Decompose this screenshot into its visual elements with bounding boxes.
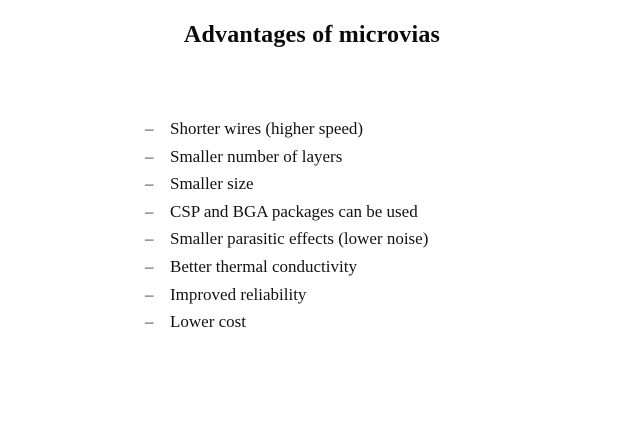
list-item-text: Lower cost (170, 312, 247, 332)
list-item-text: Smaller number of layers (170, 146, 343, 166)
dash-bullet-icon: – (145, 256, 154, 276)
dash-bullet-icon: – (145, 174, 154, 194)
dash-bullet-icon: – (145, 312, 154, 332)
list-item-text: Smaller parasitic effects (lower noise) (170, 229, 429, 249)
list-item (145, 229, 585, 257)
list-item-text: Smaller size (170, 174, 254, 194)
list-item (145, 257, 585, 285)
list-item (145, 202, 585, 230)
dash-bullet-icon: – (145, 229, 154, 249)
list-item (145, 285, 585, 313)
slide-title: Advantages of microvias (183, 22, 441, 48)
list-item-text: CSP and BGA packages can be used (170, 201, 418, 221)
dash-bullet-icon: – (145, 119, 154, 138)
list-item-text: Improved reliability (170, 284, 307, 304)
list-item (145, 174, 585, 202)
list-item (145, 119, 585, 147)
list-item-text: Better thermal conductivity (170, 256, 357, 276)
advantages-list (145, 119, 585, 340)
list-item-text: Shorter wires (higher speed) (170, 119, 364, 138)
dash-bullet-icon: – (145, 284, 154, 304)
dash-bullet-icon: – (145, 146, 154, 166)
list-item (145, 312, 585, 340)
dash-bullet-icon: – (145, 201, 154, 221)
list-item (145, 147, 585, 175)
